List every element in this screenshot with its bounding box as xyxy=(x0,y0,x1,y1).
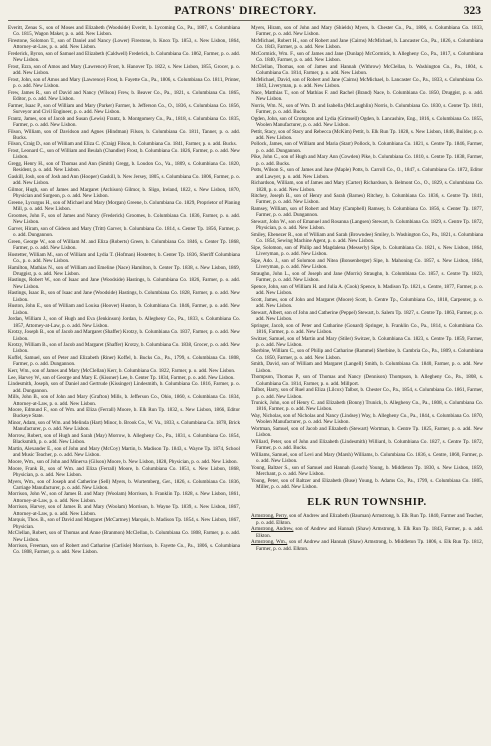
directory-entry: McCormick, Wm. F., son of James and Jane (Dunlap) McCormick, b. Allegheny Co., Pa., 1817, s. Columbiana Co. 1840, Farmer, p. o. add. New Lisbon. xyxy=(251,50,483,64)
directory-entry: Nace, Matthias T., son of Mathias F. and Rachel (Brand) Nace, b. Columbiana Co. 1850, Druggist, p. o. add. New Lisbon. xyxy=(251,89,483,102)
entry-name: Armstrong, Andrew, xyxy=(251,526,294,533)
directory-entry: Filson, William, son of Davidson and Agnes (Hindman) Filson, b. Columbiana Co. 1811, Tanner, p. o. add. Bucks. xyxy=(8,128,240,141)
directory-entry: Filson, Craig D., son of William and Eliza C. (Craig) Filson, b. Columbiana Co. 1841, Farmer, p. o. add. Bucks. xyxy=(8,141,237,148)
directory-entry: Koffel, Samuel, son of Peter and Elizabeth (Riner) Koffel, b. Bucks Co., Pa., 1799, s. Columbiana Co. 1808, Farmer, p. o. add. Dungannon. xyxy=(8,355,240,368)
directory-entry: Moore, Wm., son of John and Minerva (Gilson) Moore, b. New Lisbon, 1828, Physician, p. o. add. New Lisbon. xyxy=(8,458,238,465)
right-column xyxy=(251,25,483,556)
directory-entry: Pettit, Stacy, son of Stacy and Rebecca (McKim) Pettit, b. Elk Run Tp. 1828, s. New Lisbon, 1846, Builder, p. o. add. New Lisbon. xyxy=(251,128,483,141)
section-entry xyxy=(251,513,483,526)
directory-entry: Straughn, John L., son of Joseph and Jane (Morris) Straughn, b. Columbiana Co. 1857, s. Centre Tp. 1823, Farmer, p. o. add. New Lisbon. xyxy=(251,270,483,284)
directory-entry: Frantz, James, son of Jacob and Susan (Lewis) Frantz, b. Montgomery Co., Pa., 1818, s. Columbiana Co. 1835, Farmer, p. o. add. New Lisbon. xyxy=(8,115,240,128)
directory-entry: Huston, John E., son of William and Louisa (Hoover) Huston, b. Columbiana Co. 1846, Farmer, p. o. add. New Lisbon. xyxy=(8,303,240,316)
directory-entry: Pike, John C., son of Hugh and Mary Ann (Cowden) Pike, b. Columbiana Co. 1810, s. Centre Tp. 1838, Farmer, p. o. add. Bucks. xyxy=(251,154,483,167)
entry-details: son of Andrew and Hannah (Shaw) Armstrong, b. Elk Run Tp. 1843, Farmer, p. o. add. Elkton. xyxy=(256,526,483,539)
directory-entry: Frost, John, son of Amos and Mary (Lawrence) Frost, b. Fayette Co., Pa., 1806, s. Columbiana Co. 1811, Printer, p. o. add. New Lisbon. xyxy=(8,76,240,90)
section-entry xyxy=(251,526,483,539)
directory-entry: Ramsey, William, son of Robert and Mary (Campbell) Ramsey, b. Columbiana Co. 1856, s. Center Tp. 1877, Farmer, p. o. add. Dungannon. xyxy=(251,206,483,219)
directory-entry: Springer, Jacob, son of Peter and Catharine (Gonard) Springer, b. Franklin Co., Pa., 1814, s. Columbiana Co. 1816, Farmer, p. o. add. New Lisbon. xyxy=(251,322,483,335)
directory-entry: Myers, Wm., son of Joseph and Catherine (Sell) Myers, b. Wurtemberg, Ger., 1826, s. Columbiana Co. 1836, Carriage Manufacturer, p. o. add. New Lisbon. xyxy=(8,478,240,491)
directory-entry: McMichael, David, son of Robert and Jane (Cairns) McMichael, b. Lancaster Co., Pa., 1833, s. Columbiana Co. 1843, Liveryman, p. o. add. New Lisbon. xyxy=(251,76,483,90)
directory-entry: Ritchey, Joseph B., son of Henry and Sarah (Barnes) Ritchey, b. Columbiana Co. 1836, s. Centre Tp. 1841, Farmer, p. o. add. New Lisbon. xyxy=(251,193,483,206)
directory-entry: Williams, Samuel, son of Levi and Mary (Marsh) Williams, b. Columbiana Co. 1836, s. Centre, 1860, Farmer, p. o. add. New Lisbon. xyxy=(251,451,483,465)
directory-entry: Spence, John, son of William H. and Julia A. (Cook) Spence, b. Madison Tp. 1821, s. Centre, 1877, Farmer, p. o. add. New Lisbon. xyxy=(251,283,483,297)
directory-entry: Gaskill, Josh, son of Josh and Ann (Hooper) Gaskill, b. New Jersey, 1805, s. Columbiana Co. 1806, Farmer, p. o. add. New Lisbon. xyxy=(8,173,240,187)
directory-entry: Wortman, Samuel, son of Jacob and Elizabeth (Stewart) Wortman, b. Centre Tp. 1825, Farmer, p. o. add. New Lisbon. xyxy=(251,426,483,439)
directory-entry: Lindesmith, Joseph, son of Daniel and Gertrude (Kissinger) Lindesmith, b. Columbiana Co. 1816, Farmer, p. o. add. Dungannon. xyxy=(8,381,240,394)
directory-entry: Jordan, William J., son of Hugh and Eva (Jenkinson) Jordan, b. Allegheny Co., Pa., 1833, s. Columbiana Co. 1857, Attorney-at-Law, p. o. add. New Lisbon. xyxy=(8,316,240,329)
directory-entry: McMichael, Robert H., son of Robert and Jane (Cairns) McMichael, b. Lancaster Co., Pa., 1826, s. Columbiana Co. 1843, Farmer, p. o. add. New Lisbon. xyxy=(251,37,483,51)
section-title: ELK RUN TOWNSHIP. xyxy=(307,497,427,509)
directory-entry: Kerr, Wm., son of James and Mary (McClellan) Kerr, b. Columbiana Co. 1822, Farmer, p. o. add. New Lisbon. xyxy=(8,368,236,375)
directory-entry: McClellan, Thomas, son of James and Hannah (Withrow) McClellan, b. Washington Co., Pa., 1804, s. Columbiana Co. 1814, Farmer, p. o. add. New Lisbon. xyxy=(251,63,483,77)
directory-entry: Frost, Ezra, son of Amos and Mary (Lawrence) Frost, b. Hanover Tp. 1822, s. New Lisbon, 1855, Grocer, p. o. add. New Lisbon. xyxy=(8,63,240,77)
directory-entry: Krotzy, William B., son of Jacob and Margaret (Shaffer) Krotzy, b. Columbiana Co. 1838, Grocer, p. o. add. New Lisbon. xyxy=(8,342,240,355)
directory-entry: Morrison, Freeman, son of Robert and Catharine (Carlisle) Morrison, b. Fayette Co., Pa., 1806, s. Columbiana Co. 1808, Farmer, p. o. add. New Lisbon. xyxy=(8,543,240,556)
directory-entry: Potts, Wilson S., son of James and Jane (Maple) Potts, b. Carroll Co., O., 1847, s. Columbiana Co. 1872, Editor and Lawyer, p. o. add. New Lisbon. xyxy=(251,167,483,180)
directory-entry: Gregg, Henry H., son of Thomas and Ann (Smith) Gregg, b. Loudon Co., Va., 1809, s. Columbiana Co. 1820, Resident, p. o. add. New Lisbon. xyxy=(8,161,240,174)
directory-entry: McClellan, Robert, son of Thomas and Anne (Branmon) McClellan, b. Columbiana Co. 1808, Farmer, p. o. add. New Lisbon. xyxy=(8,530,240,543)
right-column-entries xyxy=(251,25,483,490)
directory-entry: Garver, Hiram, son of Gideon and Mary (Tritt) Garver, b. Columbiana Co. 1814, s. Center Tp. 1856, Farmer, p. o. add. Dungannon. xyxy=(8,225,240,238)
directory-entry: Groomes, John F., son of James and Nancy (Frederick) Groomes, b. Columbiana Co. 1836, Farmer, p. o. add. New Lisbon. xyxy=(8,212,240,226)
directory-entry: Thompson, Thomas P., son of Thomas and Nancy (Dennison) Thompson, b. Allegheny Co., Pa., 1808, s. Columbiana Co. 1814, Farmer, p. o. add. Millport. xyxy=(251,374,483,387)
directory-entry: Marquis, Thos. B., son of David and Margaret (McCartney) Marquis, b. Madison Tp. 1854, s. New Lisbon, 1867, Physician. xyxy=(8,517,240,530)
running-head: PATRONS' DIRECTORY. xyxy=(174,5,317,17)
directory-entry: Mills, John B., son of John and Mary (Grafton) Mills, b. Jefferson Co., Ohio, 1860, s. Columbiana Co. 1834, Attorney-at-Law, p. o. add. New Lisbon. xyxy=(8,394,240,407)
directory-entry: Trunick, John, son of Henry C. and Elizabeth (Bonny) Trunick, b. Allegheny Co., Pa., 1808, s. Columbiana Co. 1816, Farmer, p. o. add. New Lisbon. xyxy=(251,400,483,413)
directory-entry: Frederick, Byron, son of Samuel and Elizabeth (Caldwell) Frederick, b. Columbiana Co. 1862, Farmer, p. o. add. New Lisbon. xyxy=(8,50,240,64)
directory-entry: Hostetter, William M., son of William and Lydia T. (Hofman) Hostetter, b. Center Tp. 1836, Sheriff Columbiana Co., p. o. add. New Lisbon. xyxy=(8,251,240,264)
directory-entry: Frew, James R., son of David and Nancy (Wilson) Frew, b. Beaver Co., Pa., 1821, s. Columbiana Co. 1865, Editor, p. o. add. New Lisbon. xyxy=(8,89,240,102)
directory-entry: Krotzy, Joseph B., son of Jacob and Margaret (Shaffer) Krotzy, b. Columbiana Co. 1837, Farmer, p. o. add. New Lisbon. xyxy=(8,329,240,342)
directory-entry: Sipe, Solomon, son of Philip and Magdalena (Messerly) Sipe, b. Columbiana Co. 1821, s. New Lisbon, 1864, Liveryman, p. o. add. New Lisbon. xyxy=(251,244,483,258)
page-header xyxy=(8,4,483,21)
directory-entry: Moore, Frank B., son of Wm. and Eliza (Ferrall) Moore, b. Columbiana Co. 1851, s. New Lisbon, 1868, Physician, p. o. add. New Lisbon. xyxy=(8,465,240,478)
directory-entry: Green, George W., son of William M. and Eliza (Roberts) Green, b. Columbiana Co. 1846, s. Center Tp. 1868, Farmer, p. o. add. New Lisbon. xyxy=(8,238,240,251)
directory-entry: Hastings, Isaac B., son of Isaac and Jane (Woodside) Hastings, b. Columbiana Co. 1828, Farmer, p. o. add. New Lisbon. xyxy=(8,290,240,303)
directory-entry: Morrison, John W., son of James B. and Mary (Woolam) Morrison, b. Franklin Tp. 1828, s. New Lisbon, 1861, Attorney-at-Law, p. o. add. New Lisbon. xyxy=(8,491,240,504)
directory-entry: Pollock, James, son of William and Maria (Starr) Pollock, b. Columbiana Co. 1821, s. Centre Tp. 1846, Farmer, p. o. add. Dungannon. xyxy=(251,141,483,154)
directory-entry: Morrison, Harvey, son of James B. and Mary (Woolam) Morrison, b. Wayne Tp. 1839, s. New Lisbon, 1867, Attorney-at-Law, p. o. add. New Lisbon. xyxy=(8,504,240,517)
directory-entry: Hastings, Robert W., son of Isaac and Jane (Woodside) Hastings, b. Columbiana Co. 1826, Farmer, p. o. add. New Lisbon. xyxy=(8,277,240,290)
directory-entry: Norris, Wm. N., son of Wm. D. and Isabella (McLaughlin) Norris, b. Columbiana Co. 1830, s. Center Tp. 1841, Farmer, p. o. add. Bucks. xyxy=(251,102,483,115)
directory-entry: Farmer, Isaac P., son of William and Mary (Parker) Farmer, b. Jefferson Co., O., 1836, s. Columbiana Co. 1856, Surveyor and Civil Engineer, p. o. add. New Lisbon. xyxy=(8,102,240,115)
directory-entry: Young, Peter, son of Baltzer and Elizabeth (Buse) Young, b. Adams Co., Pa., 1799, s. Columbiana Co. 1805, Miller, p. o. add. New Lisbon. xyxy=(251,477,483,491)
directory-entry: Williard, Peter, son of John and Elizabeth (Lindesmith) Williard, b. Columbiana Co. 1827, s. Centre Tp. 1872, Farmer, p. o. add. Bucks. xyxy=(251,439,483,452)
directory-entry: Firestone, Solomon T., son of Daniel and Nancy (Lower) Firestone, b. Knox Tp. 1853, s. New Lisbon, 1864, Attorney-at-Law, p. o. add. New Lisbon. xyxy=(8,37,240,51)
entry-details: son of Andrew and Hannah (Shaw) Armstrong, b. Middleton Tp. 1806, s. Elk Run Tp. 1812, Farmer, p. o. add. Elkton. xyxy=(256,539,483,552)
directory-entry: Morrow, Robert, son of Hugh and Sarah (May) Morrow, b. Allegheny Co., Pa., 1831, s. Columbiana Co. 1854, Blacksmith, p. o. add. New Lisbon. xyxy=(8,433,240,446)
page-number: 323 xyxy=(463,5,481,17)
left-column xyxy=(8,25,240,556)
directory-entry: Smith, David, son of William and Margaret (Langell) Smith, b. Columbiana Co. 1840, Farmer, p. o. add. New Lisbon. xyxy=(251,361,483,374)
directory-entry: Lee, Harvey W., son of George and Mary E. (Kissner) Lee, b. Center Tp. 1834, Farmer, p. o. add. New Lisbon. xyxy=(8,374,235,381)
directory-entry: Smiley, Ebenezer R., son of William and Sarah (Browndee) Smiley, b. Washington Co., Pa., 1821, s. Columbiana Co. 1854, Sewing Machine Agent, p. o. add. New Lisbon. xyxy=(251,232,483,245)
directory-entry: Stewart, Albert, son of John and Catherine (Peppel) Stewart, b. Salem Tp. 1827, s. Centre Tp. 1863, Farmer, p. o. add. New Lisbon. xyxy=(251,309,483,322)
directory-entry: Everitt, Zenas S., son of Moses and Elizabeth (Woodside) Everitt, b. Lycoming Co., Pa., 1807, s. Columbiana Co. 1815, Wagon Maker, p. o. add. New Lisbon. xyxy=(8,25,240,38)
directory-entry: Minor, Adam, son of Wm. and Melinda (Hart) Minor, b. Brook Co., W. Va., 1833, s. Columbiana Co. 1878, Brick Manufacturer, p. o. add. New Lisbon. xyxy=(8,420,240,433)
directory-entry: Myers, Hiram, son of John and Mary (Shields) Myers, b. Chester Co., Pa., 1806, s. Columbiana Co. 1833, Farmer, p. o. add. New Lisbon. xyxy=(251,25,483,38)
directory-entry: Stewart, John W., son of Emanuel and Rosanna (Langsen) Stewart, b. Columbiana Co. 1829, s. Centre Tp. 1872, Physician, p. o. add. New Lisbon. xyxy=(251,219,483,232)
directory-entry: Moore, Edmund F., son of Wm. and Eliza (Ferrall) Moore, b. Elk Run Tp. 1832, s. New Lisbon, 1866, Editor Buckeye State. xyxy=(8,407,240,420)
section-entries xyxy=(251,513,483,551)
directory-entry: Scott, James, son of John and Margaret (Moore) Scott, b. Centre Tp., Columbiana Co., 1818, Carpenter, p. o. add. New Lisbon. xyxy=(251,296,483,309)
directory-entry: Switzer, Samuel, son of Martin and Mary (Stiler) Switzer, b. Columbiana Co. 1823, s. Centre Tp. 1859, Farmer, p. o. add. New Lisbon. xyxy=(251,335,483,348)
directory-entry: Talbot, Harry, son of Ruel and Eliza (Lilcox) Talbot, b. Chester Co., Pa., 1854, s. Columbiana Co. 1861, Farmer, p. o. add. New Lisbon. xyxy=(251,387,483,400)
entry-name: Armstrong, Wm., xyxy=(251,539,288,546)
directory-entry: Sipe, Ado. J., son of Solomon and Nitea (Bonsenberger) Sipe, b. Mahoning Co. 1857, s. New Lisbon, 1864, Liveryman, p. o. add. New Lisbon. xyxy=(251,257,483,271)
directory-entry: Gilmor, Hugh, son of James and Margaret (Atchison) Gilmor, b. Sligo, Ireland, 1822, s. New Lisbon, 1870, Physician and Surgeon, p. o. add. New Lisbon. xyxy=(8,186,240,200)
section-entry xyxy=(251,539,483,552)
directory-entry: Way, Nicholas, son of Nicholas and Nancy (Lindsey) Way, b. Allegheny Co., Pa., 1844, s. Columbiana Co. 1870, Woolen Manufacturer, p. o. add. New Lisbon. xyxy=(251,413,483,426)
directory-entry: Greene, Lycurgus H., son of Michael and Mary (Morgan) Greene, b. Columbiana Co. 1829, Proprietor of Planing Mill, p. o. add. New Lisbon. xyxy=(8,199,240,213)
directory-entry: Hamilton, Mathias N., son of William and Emeline (Nace) Hamilton, b. Center Tp. 1838, s. New Lisbon, 1869, Druggist, p. o. add. New Lisbon. xyxy=(8,264,240,277)
two-column-body xyxy=(8,25,483,556)
directory-entry: Frost, Leonard C., son of William and Beulah (Chandler) Frost, b. Columbiana Co. 1826, Farmer, p. o. add. New Lisbon. xyxy=(8,148,240,161)
entry-name: Armstrong, Perry, xyxy=(251,513,288,520)
directory-entry: Martin, Alexander E., son of John and Mary (McCoy) Martin, b. Madison Tp. 1843, s. Wayne Tp. 1874, School and Music Teacher, p. o. add. New Lisbon. xyxy=(8,445,240,459)
directory-entry: Sherbine, William C., son of Philip and Catharine (Rammel) Sherbine, b. Cambria Co., Pa., 1809, s. Columbiana Co. 1850, Farmer, p. o. add. New Lisbon. xyxy=(251,348,483,361)
directory-entry: Young, Baltzer S., son of Samuel and Hannah (Leach) Young, b. Middleton Tp. 1830, s. New Lisbon, 1859, Merchant, p. o. add. New Lisbon. xyxy=(251,464,483,478)
entry-details: son of Andrew and Elizabeth (Bauman) Armstrong, b. Elk Run Tp. 1840, Farmer and Teacher, p. o. add. Elkton. xyxy=(256,513,483,526)
directory-entry: Ogden, John, son of Crompton and Lydia (Grimsell) Ogden, b. Lancashire, Eng., 1816, s. Columbiana Co. 1855, Woolen Manufacturer, p. o. add. New Lisbon. xyxy=(251,115,483,128)
directory-entry: Richardson, William, son of James and Mary (Carter) Richardson, b. Belmont Co., O., 1829, s. Columbiana Co. 1828, p. o. add. New Lisbon. xyxy=(251,180,483,193)
